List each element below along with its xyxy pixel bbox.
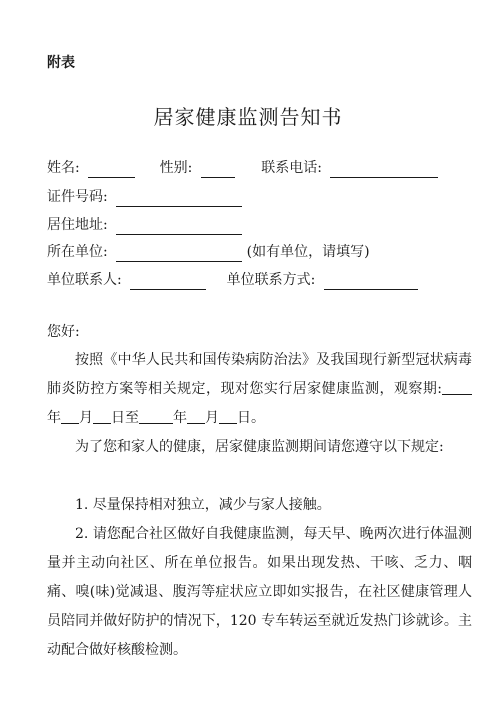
start-month-blank[interactable] <box>61 408 79 424</box>
gender-label: 性别: <box>159 160 193 176</box>
start-day-blank[interactable] <box>93 408 111 424</box>
unit-hint: (如有单位，请填写) <box>246 244 370 260</box>
start-year-blank[interactable] <box>442 379 472 395</box>
paragraph-observation <box>47 346 472 433</box>
gender-field[interactable] <box>201 161 235 178</box>
phone-label: 联系电话: <box>261 160 322 176</box>
name-label: 姓名: <box>47 160 80 176</box>
paragraph-rules-intro: 为了您和家人的健康，居家健康监测期间请您遵守以下规定: <box>75 439 444 455</box>
id-field[interactable] <box>116 190 242 207</box>
end-year-label: 年 <box>173 410 187 426</box>
phone-field[interactable] <box>330 161 438 178</box>
form-row-basic <box>47 158 438 178</box>
form-row-id <box>47 187 242 207</box>
end-month-blank[interactable] <box>187 408 205 424</box>
rule-2: 2. 请您配合社区做好自我健康监测，每天早、晚两次进行体温测量并主动向社区、所在单位报告。如果出现发热、干咳、乏力、咽痛、嗅(味)觉减退、腹泻等症状应立即如实报告，在社区健康管理人员陪同并做好防护的情况下，120 专车转运至就近发热门诊就诊。主动配合做好核酸检测。 <box>47 526 472 658</box>
start-day-label: 日至 <box>111 410 139 426</box>
end-year-blank[interactable] <box>139 408 173 424</box>
end-month-label: 月 <box>205 410 219 426</box>
start-month-label: 月 <box>79 410 93 426</box>
form-row-unit <box>47 242 370 262</box>
form-row-contact <box>47 270 418 290</box>
unit-label: 所在单位: <box>47 244 108 260</box>
name-field[interactable] <box>88 161 135 178</box>
unit-field[interactable] <box>116 245 242 262</box>
start-year-label: 年 <box>47 410 61 426</box>
page-title: 居家健康监测告知书 <box>153 105 343 129</box>
contact-method-field[interactable] <box>324 273 418 290</box>
address-field[interactable] <box>116 218 242 235</box>
form-row-address <box>47 215 242 235</box>
address-label: 居住地址: <box>47 217 108 233</box>
end-day-label: 日。 <box>237 410 265 426</box>
id-label: 证件号码: <box>47 189 108 205</box>
rule-1: 1. 尽量保持相对独立，减少与家人接触。 <box>75 497 331 513</box>
contact-field[interactable] <box>130 273 206 290</box>
contact-label: 单位联系人: <box>47 272 122 288</box>
end-day-blank[interactable] <box>219 408 237 424</box>
contact-method-label: 单位联系方式: <box>226 272 316 288</box>
paragraph-observation-text: 按照《中华人民共和国传染病防治法》及我国现行新型冠状病毒肺炎防控方案等相关规定，现对您实行居家健康监测，观察期: <box>47 352 472 397</box>
greeting: 您好: <box>47 324 80 340</box>
annex-label: 附表 <box>47 55 75 71</box>
